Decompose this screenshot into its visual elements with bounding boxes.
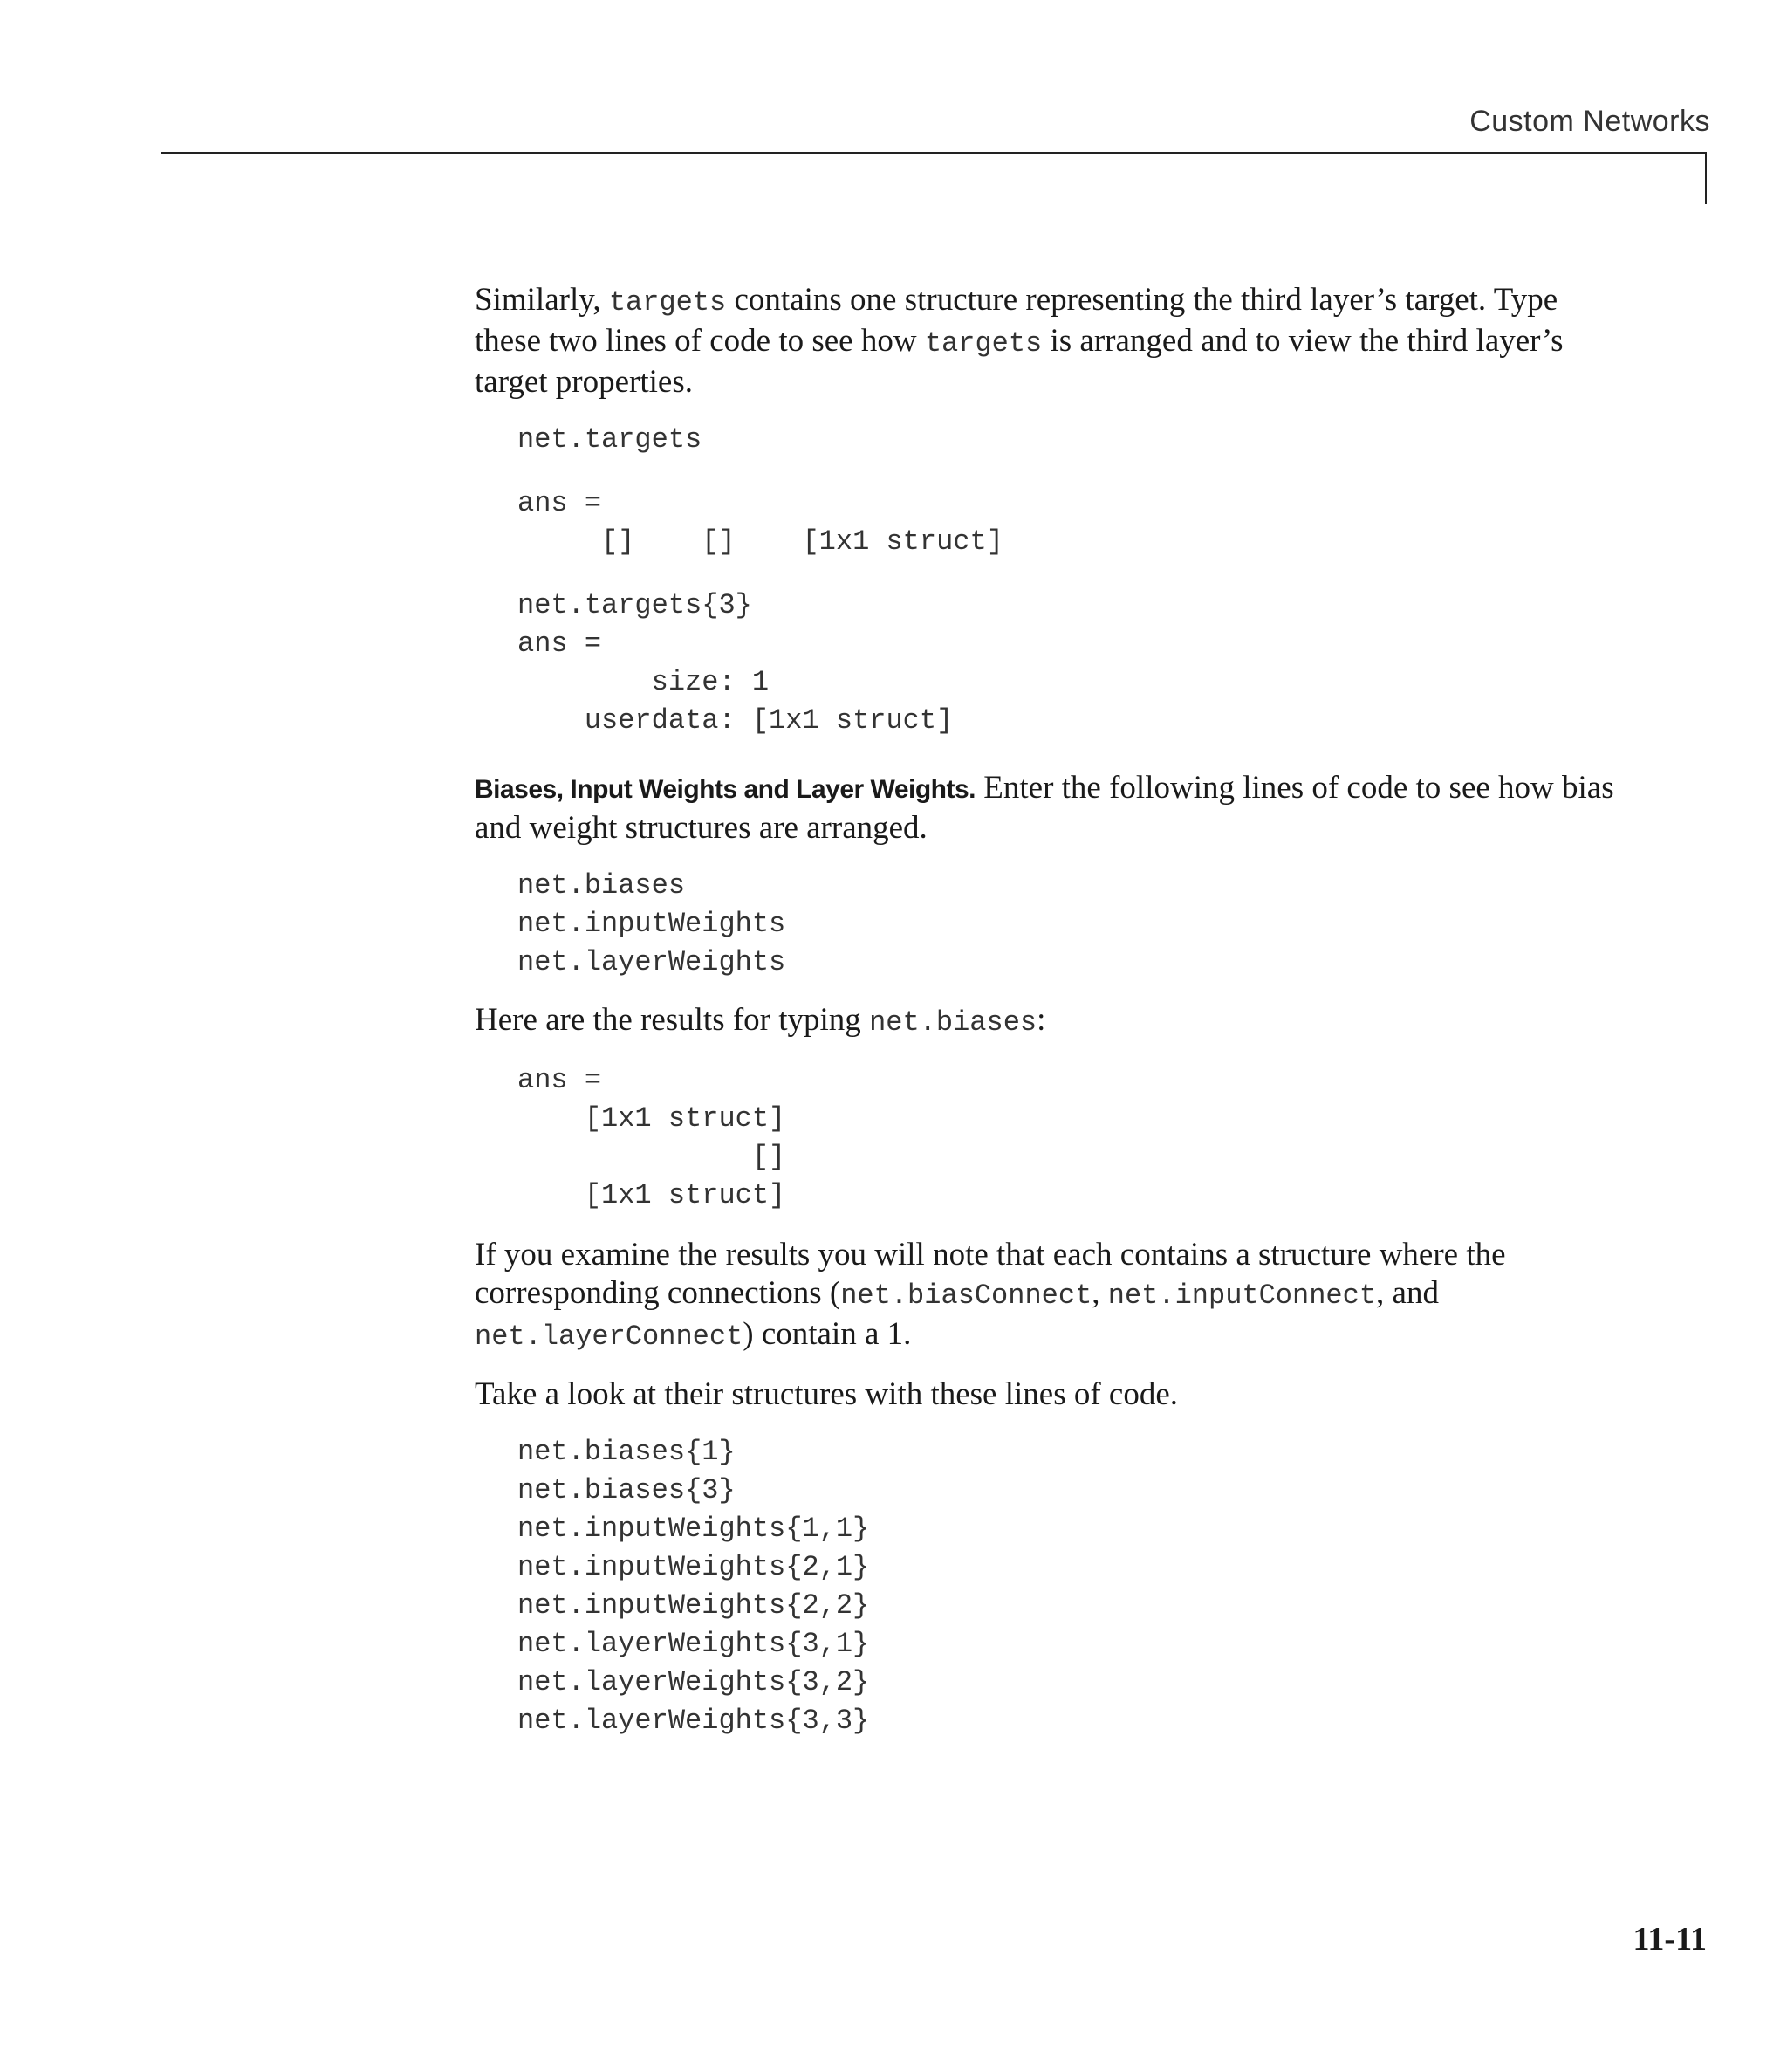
paragraph-examine — [475, 1236, 1626, 1356]
text-run: contains one structure representing the third layer’s target. Type these two lines of code to see how — [475, 282, 1558, 359]
paragraph-take-look: Take a look at their structures with these lines of code. — [475, 1376, 1179, 1412]
paragraph-results — [475, 1001, 1626, 1042]
code-line: net.inputWeights{2,2} — [517, 1589, 870, 1622]
text-run: Enter the following lines of code to see how bias and weight structures are arranged. — [475, 770, 1614, 846]
text-run: If you examine the results you will note that each contains a structure where the corresponding connections ( — [475, 1237, 1506, 1311]
text-run: Similarly, — [475, 282, 609, 318]
paragraph-targets — [475, 281, 1626, 401]
code-block-bias-results — [475, 1061, 1626, 1215]
code-spacer — [517, 561, 1626, 587]
header-rule — [161, 152, 1707, 154]
inline-code: net.inputConnect — [1107, 1280, 1377, 1312]
code-line: net.inputWeights{2,1} — [517, 1551, 870, 1583]
code-block-targets — [475, 421, 1626, 740]
code-line: net.layerWeights{3,3} — [517, 1705, 870, 1737]
text-run: ) contain a 1. — [743, 1316, 912, 1352]
header-rule-tick — [1705, 152, 1707, 204]
code-line: [] [] [1x1 struct] — [517, 525, 1003, 558]
code-spacer — [517, 459, 1626, 484]
code-line: net.biases{3} — [517, 1474, 736, 1506]
code-line: userdata: [1x1 struct] — [517, 704, 954, 737]
text-run: Here are the results for typing — [475, 1002, 870, 1038]
text-run: , and — [1376, 1275, 1439, 1311]
code-line: net.targets — [517, 423, 702, 456]
inline-code: net.layerConnect — [475, 1321, 743, 1353]
page-body — [475, 281, 1626, 1740]
inline-code: targets — [608, 286, 727, 319]
code-line: [1x1 struct] — [517, 1102, 786, 1135]
paragraph-biases-weights — [475, 769, 1626, 847]
text-run: , — [1092, 1275, 1108, 1311]
code-block-structures — [475, 867, 1626, 982]
code-line: net.biases — [517, 869, 686, 902]
code-line: net.biases{1} — [517, 1436, 736, 1468]
code-line: net.inputWeights{1,1} — [517, 1513, 870, 1545]
text-run: is arranged and to view the third layer’s target properties. — [475, 323, 1564, 400]
page-number: 11-11 — [1633, 1921, 1707, 1958]
code-line: net.layerWeights{3,1} — [517, 1628, 870, 1660]
code-line: ans = — [517, 628, 602, 660]
running-header: Custom Networks — [1469, 105, 1710, 138]
section-heading: Biases, Input Weights and Layer Weights. — [475, 775, 976, 804]
code-line: net.inputWeights — [517, 908, 786, 940]
code-line: net.layerWeights{3,2} — [517, 1666, 870, 1698]
code-line: net.layerWeights — [517, 946, 786, 978]
inline-code: targets — [924, 327, 1043, 360]
code-line: net.targets{3} — [517, 589, 752, 621]
text-run: : — [1037, 1002, 1046, 1038]
code-line: size: 1 — [517, 666, 770, 698]
code-line: ans = — [517, 487, 602, 519]
code-block-lookups — [475, 1433, 1626, 1740]
code-line: [1x1 struct] — [517, 1179, 786, 1211]
inline-code: net.biases — [869, 1006, 1037, 1039]
code-line: ans = — [517, 1064, 602, 1096]
inline-code: net.biasConnect — [840, 1280, 1092, 1312]
code-line: [] — [517, 1141, 786, 1173]
